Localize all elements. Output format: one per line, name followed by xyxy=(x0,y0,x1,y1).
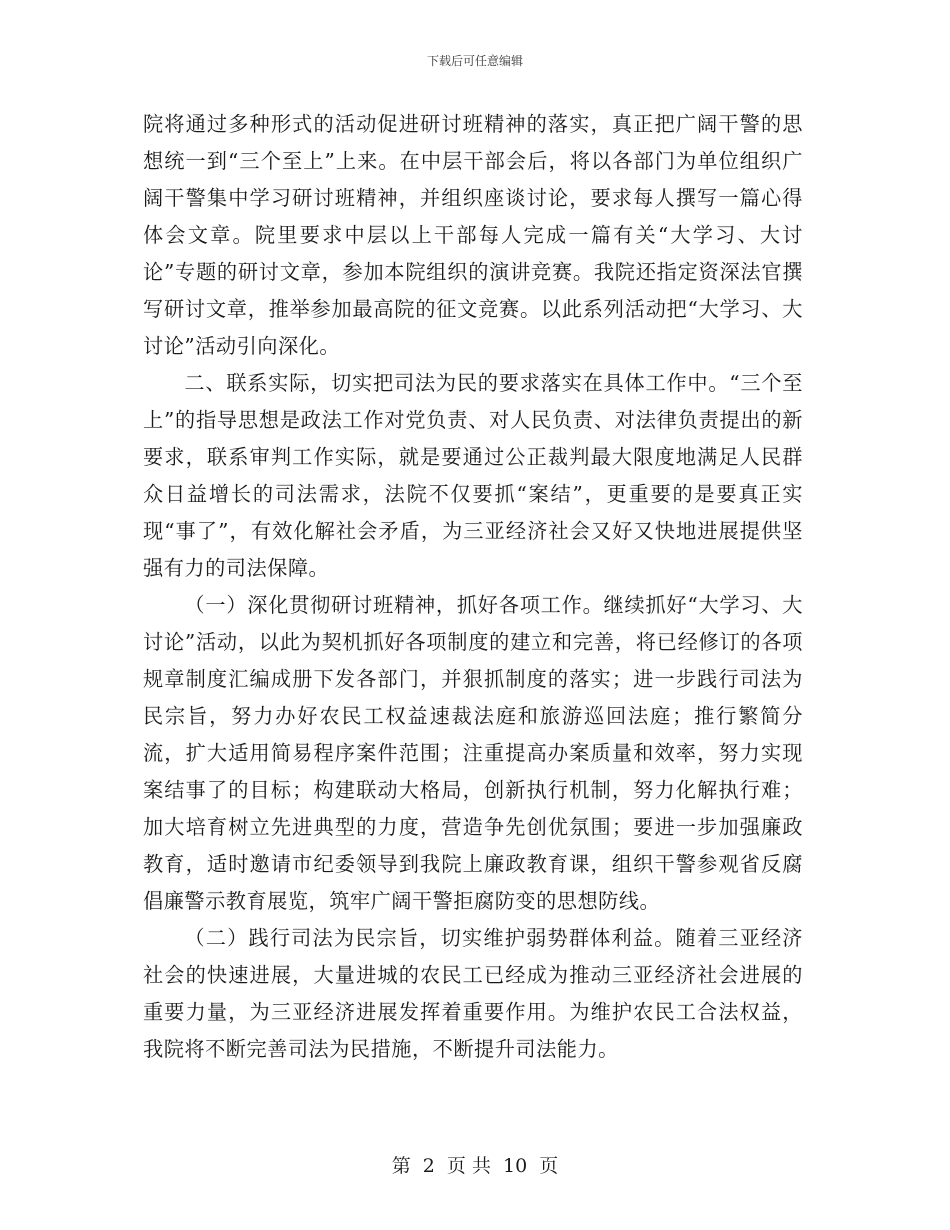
paragraph-3: （一）深化贯彻研讨班精神，抓好各项工作。继续抓好“大学习、大讨论”活动，以此为契机抓好各项制度的建立和完善，将已经修订的各项规章制度汇编成册下发各部门，并狠抓制度的落实；进一步践行司法为民宗旨，努力办好农民工权益速裁法庭和旅游巡回法庭；推行繁简分流，扩大适用简易程序案件范围；注重提高办案质量和效率，努力实现案结事了的目标；构建联动大格局，创新执行机制，努力化解执行难；加大培育树立先进典型的力度，营造争先创优氛围；要进一步加强廉政教育，适时邀请市纪委领导到我院上廉政教育课，组织干警参观省反腐倡廉警示教育展览，筑牢广阔干警拒腐防变的思想防线。 xyxy=(143,593,803,913)
footer-middle: 页 共 xyxy=(446,1155,491,1177)
page-header: 下载后可任意编辑 xyxy=(426,54,523,68)
current-page-number: 2 xyxy=(422,1155,435,1177)
document-body xyxy=(143,106,803,1068)
paragraph-4: （二）践行司法为民宗旨，切实维护弱势群体利益。随着三亚经济社会的快速进展，大量进城的农民工已经成为推动三亚经济社会进展的重要力量，为三亚经济进展发挥着重要作用。为维护农民工合法权益，我院将不断完善司法为民措施，不断提升司法能力。 xyxy=(143,926,803,1061)
footer-prefix: 第 xyxy=(391,1155,411,1177)
paragraph-1: 院将通过多种形式的活动促进研讨班精神的落实，真正把广阔干警的思想统一到“三个至上”上来。在中层干部会后，将以各部门为单位组织广阔干警集中学习研讨班精神，并组织座谈讨论，要求每人撰写一篇心得体会文章。院里要求中层以上干部每人完成一篇有关“大学习、大讨论”专题的研讨文章，参加本院组织的演讲竞赛。我院还指定资深法官撰写研讨文章，推举参加最高院的征文竞赛。以此系列活动把“大学习、大讨论”活动引向深化。 xyxy=(143,112,803,358)
total-pages-number: 10 xyxy=(503,1155,528,1177)
paragraph-2: 二、联系实际，切实把司法为民的要求落实在具体工作中。“三个至上”的指导思想是政法工作对党负责、对人民负责、对法律负责提出的新要求，联系审判工作实际，就是要通过公正裁判最大限度地满足人民群众日益增长的司法需求，法院不仅要抓“案结”，更重要的是要真正实现“事了”，有效化解社会矛盾，为三亚经济社会又好又快地进展提供坚强有力的司法保障。 xyxy=(143,371,803,580)
page-footer xyxy=(0,1151,950,1178)
footer-suffix: 页 xyxy=(539,1155,559,1177)
